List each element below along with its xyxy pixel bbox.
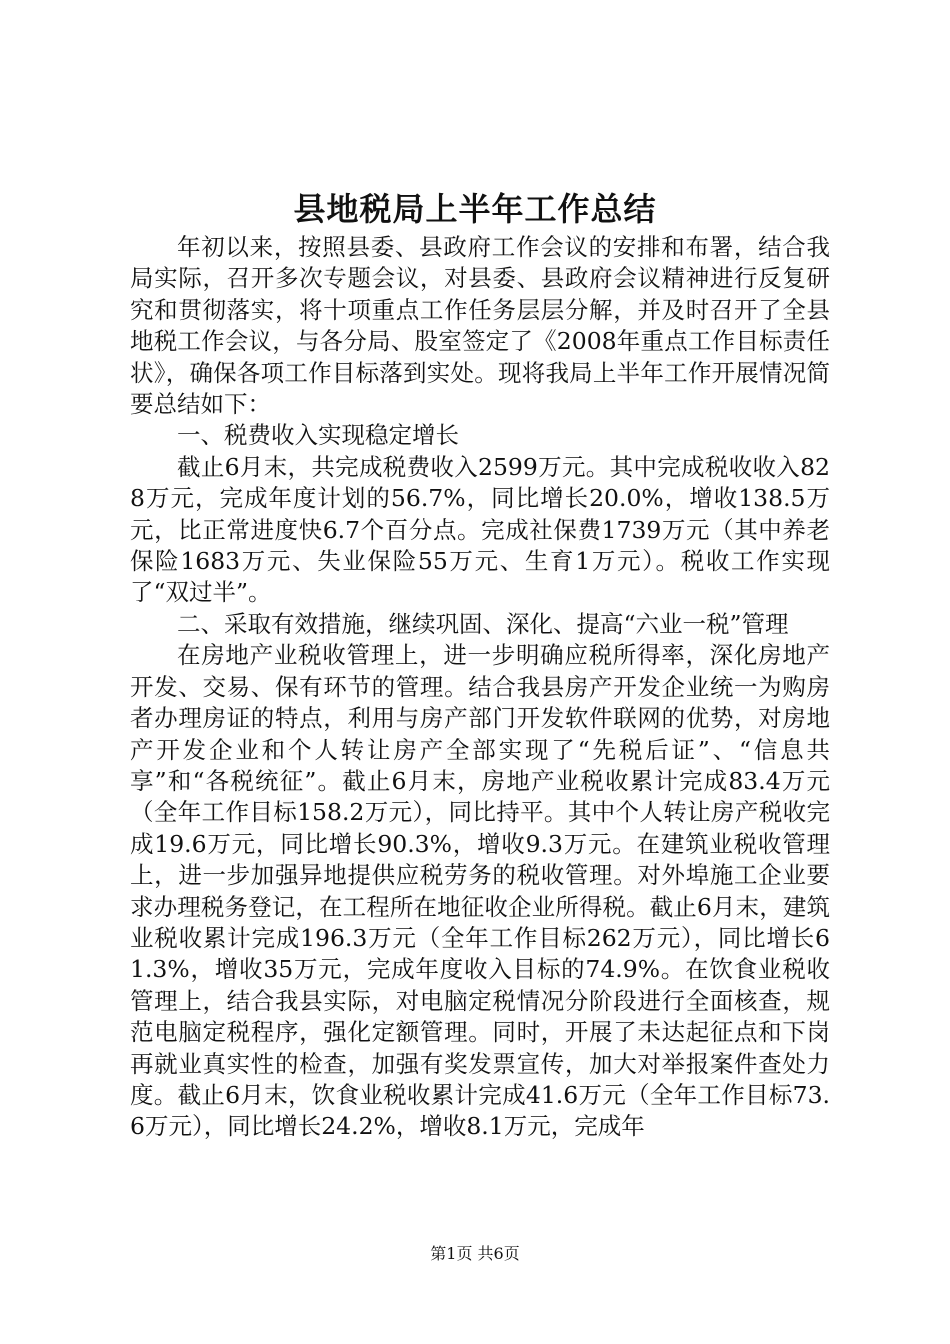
document-title: 县地税局上半年工作总结	[293, 190, 657, 228]
section-heading-1: 一、税费收入实现稳定增长	[177, 421, 459, 450]
document-body	[130, 232, 830, 1143]
page-footer: 第1页 共6页	[430, 1244, 520, 1263]
section-heading-2: 二、采取有效措施，继续巩固、深化、提高“六业一税”管理	[177, 609, 789, 638]
section-2-paragraph: 在房地产业税收管理上，进一步明确应税所得率，深化房地产开发、交易、保有环节的管理。结合我县房产开发企业统一为购房者办理房证的特点，利用与房产部门开发软件联网的优势，对房地产开发企业和个人转让房产全部实现了“先税后证”、“信息共享”和“各税统征”。截止6月末，房地产业税收累计完成83.4万元（全年工作目标158.2万元），同比持平。其中个人转让房产税收完成19.6万元，同比增长90.3%，增收9.3万元。在建筑业税收管理上，进一步加强异地提供应税劳务的税收管理。对外埠施工企业要求办理税务登记，在工程所在地征收企业所得税。截止6月末，建筑业税收累计完成196.3万元（全年工作目标262万元），同比增长61.3%，增收35万元，完成年度收入目标的74.9%。在饮食业税收管理上，结合我县实际，对电脑定税情况分阶段进行全面核查，规范电脑定税程序，强化定额管理。同时，开展了未达起征点和下岗再就业真实性的检查，加强有奖发票宣传，加大对举报案件查处力度。截止6月末，饮食业税收累计完成41.6万元（全年工作目标73.6万元），同比增长24.2%，增收8.1万元，完成年	[130, 641, 830, 1141]
intro-paragraph: 年初以来，按照县委、县政府工作会议的安排和布署，结合我局实际，召开多次专题会议，对县委、县政府会议精神进行反复研究和贯彻落实，将十项重点工作任务层层分解，并及时召开了全县地税工作会议，与各分局、股室签定了《2008年重点工作目标责任状》，确保各项工作目标落到实处。现将我局上半年工作开展情况简要总结如下：	[130, 233, 830, 419]
section-1-paragraph: 截止6月末，共完成税费收入2599万元。其中完成税收收入828万元，完成年度计划的56.7%，同比增长20.0%，增收138.5万元，比正常进度快6.7个百分点。完成社保费1739万元（其中养老保险1683万元、失业保险55万元、生育1万元）。税收工作实现了“双过半”。	[130, 452, 830, 607]
